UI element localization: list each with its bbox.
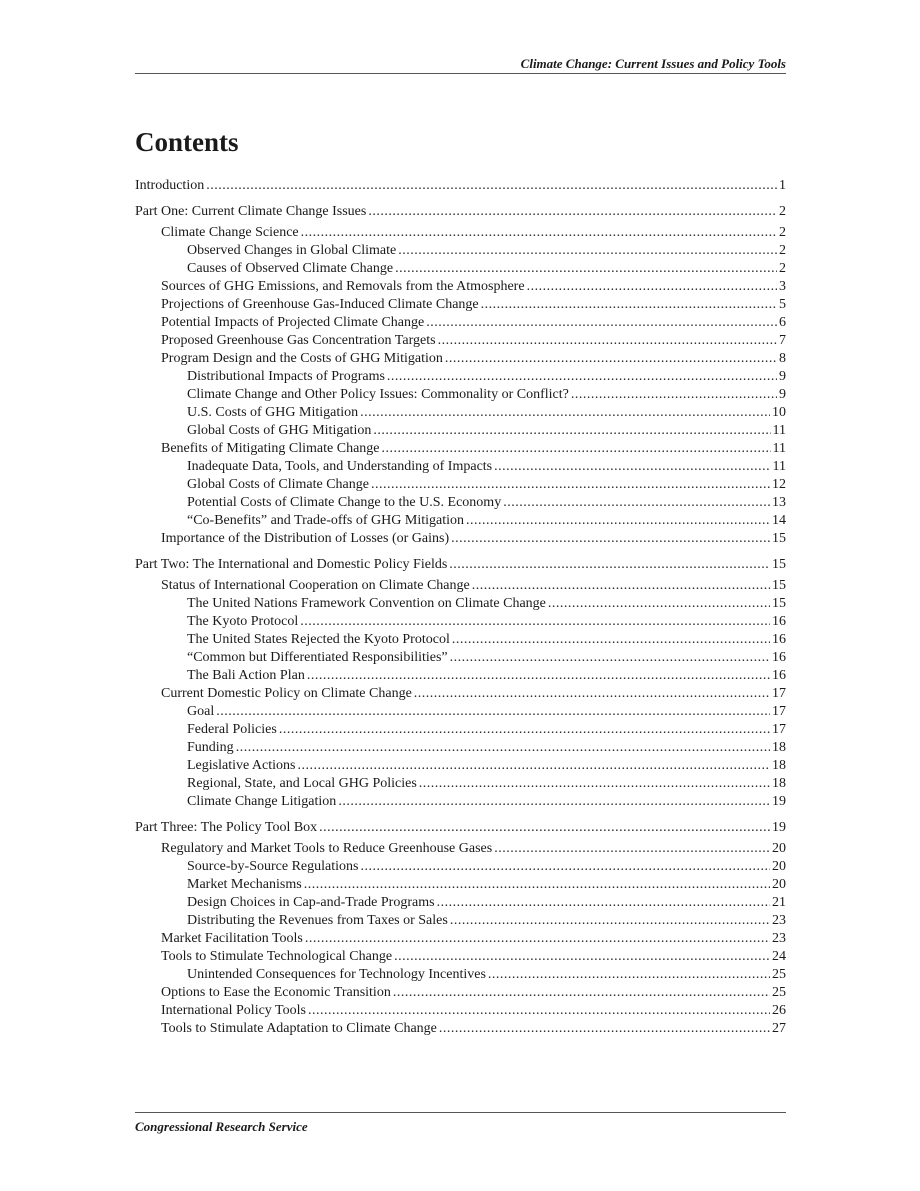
toc-page-number: 16 bbox=[772, 650, 786, 665]
toc-dot-leader bbox=[297, 757, 770, 774]
toc-dot-leader bbox=[308, 1002, 770, 1019]
toc-entry[interactable] bbox=[135, 421, 786, 439]
toc-entry[interactable] bbox=[135, 511, 786, 529]
toc-page-number: 19 bbox=[772, 794, 786, 809]
toc-page-number: 2 bbox=[779, 261, 786, 276]
toc-entry-title: Climate Change Science bbox=[161, 225, 299, 240]
toc-entry-title: Tools to Stimulate Technological Change bbox=[161, 949, 393, 964]
toc-entry[interactable] bbox=[135, 349, 786, 367]
toc-entry-title: Program Design and the Costs of GHG Mitigation bbox=[161, 351, 443, 366]
toc-page-number: 11 bbox=[772, 441, 786, 456]
toc-entry-title: Inadequate Data, Tools, and Understanding of Impacts bbox=[187, 459, 493, 474]
toc-entry-title: The United States Rejected the Kyoto Protocol bbox=[187, 632, 450, 647]
toc-dot-leader bbox=[395, 260, 777, 277]
toc-dot-leader bbox=[451, 530, 770, 547]
toc-entry-title: Design Choices in Cap-and-Trade Programs bbox=[187, 895, 435, 910]
toc-dot-leader bbox=[437, 894, 770, 911]
toc-dot-leader bbox=[382, 440, 771, 457]
toc-entry[interactable] bbox=[135, 947, 786, 965]
toc-page-number: 15 bbox=[772, 557, 786, 572]
toc-page-number: 6 bbox=[779, 315, 786, 330]
toc-dot-leader bbox=[394, 948, 770, 965]
toc-dot-leader bbox=[445, 350, 777, 367]
toc-entry-title: U.S. Costs of GHG Mitigation bbox=[187, 405, 359, 420]
toc-page-number: 16 bbox=[772, 632, 786, 647]
toc-entry[interactable] bbox=[135, 983, 786, 1001]
toc-entry[interactable] bbox=[135, 756, 786, 774]
toc-entry[interactable] bbox=[135, 555, 786, 573]
toc-page-number: 9 bbox=[779, 369, 786, 384]
toc-entry[interactable] bbox=[135, 818, 786, 836]
toc-entry-title: Market Facilitation Tools bbox=[161, 931, 303, 946]
toc-page-number: 13 bbox=[772, 495, 786, 510]
toc-dot-leader bbox=[305, 930, 770, 947]
toc-entry[interactable] bbox=[135, 738, 786, 756]
footer-publisher: Congressional Research Service bbox=[135, 1119, 308, 1134]
toc-entry-title: Unintended Consequences for Technology Incentives bbox=[187, 967, 486, 982]
toc-page-number: 26 bbox=[772, 1003, 786, 1018]
toc-page-number: 15 bbox=[772, 596, 786, 611]
toc-page-number: 2 bbox=[779, 225, 786, 240]
toc-page-number: 12 bbox=[772, 477, 786, 492]
toc-dot-leader bbox=[466, 512, 770, 529]
toc-page-number: 3 bbox=[779, 279, 786, 294]
toc-page-number: 21 bbox=[772, 895, 786, 910]
toc-entry-title: The Kyoto Protocol bbox=[187, 614, 299, 629]
toc-entry[interactable] bbox=[135, 475, 786, 493]
toc-page-number: 16 bbox=[772, 614, 786, 629]
toc-entry[interactable] bbox=[135, 439, 786, 457]
toc-entry[interactable] bbox=[135, 403, 786, 421]
toc-entry-title: “Co-Benefits” and Trade-offs of GHG Mitigation bbox=[187, 513, 464, 528]
toc-entry[interactable] bbox=[135, 295, 786, 313]
toc-dot-leader bbox=[503, 494, 770, 511]
toc-entry-title: Distributional Impacts of Programs bbox=[187, 369, 385, 384]
toc-entry[interactable] bbox=[135, 630, 786, 648]
toc-dot-leader bbox=[236, 739, 770, 756]
toc-dot-leader bbox=[494, 840, 770, 857]
toc-page-number: 19 bbox=[772, 820, 786, 835]
toc-entry[interactable] bbox=[135, 1019, 786, 1037]
toc-page-number: 17 bbox=[772, 686, 786, 701]
toc-page-number: 20 bbox=[772, 841, 786, 856]
toc-page-number: 8 bbox=[779, 351, 786, 366]
toc-dot-leader bbox=[393, 984, 770, 1001]
toc-dot-leader bbox=[301, 224, 777, 241]
toc-dot-leader bbox=[488, 966, 770, 983]
toc-page-number: 15 bbox=[772, 531, 786, 546]
toc-dot-leader bbox=[452, 631, 770, 648]
toc-entry-title: Benefits of Mitigating Climate Change bbox=[161, 441, 380, 456]
toc-entry[interactable] bbox=[135, 893, 786, 911]
toc-entry[interactable] bbox=[135, 457, 786, 475]
toc-entry-title: Introduction bbox=[135, 178, 205, 193]
toc-dot-leader bbox=[338, 793, 770, 810]
toc-entry-title: Options to Ease the Economic Transition bbox=[161, 985, 391, 1000]
toc-entry[interactable] bbox=[135, 612, 786, 630]
toc-dot-leader bbox=[371, 476, 770, 493]
toc-entry[interactable] bbox=[135, 202, 786, 220]
toc-entry-title: Climate Change Litigation bbox=[187, 794, 337, 809]
toc-entry-title: Goal bbox=[187, 704, 215, 719]
toc-page-number: 17 bbox=[772, 704, 786, 719]
toc-entry[interactable] bbox=[135, 493, 786, 511]
toc-entry-title: Potential Costs of Climate Change to the U.S. Economy bbox=[187, 495, 502, 510]
toc-dot-leader bbox=[387, 368, 777, 385]
running-title: Climate Change: Current Issues and Policy Tools bbox=[520, 56, 786, 71]
toc-entry[interactable] bbox=[135, 684, 786, 702]
toc-page-number: 14 bbox=[772, 513, 786, 528]
toc-entry[interactable] bbox=[135, 176, 786, 194]
toc-dot-leader bbox=[304, 876, 770, 893]
toc-entry-title: Causes of Observed Climate Change bbox=[187, 261, 394, 276]
toc-dot-leader bbox=[216, 703, 770, 720]
toc-entry-title: Status of International Cooperation on Climate Change bbox=[161, 578, 470, 593]
toc-dot-leader bbox=[481, 296, 777, 313]
toc-entry-title: Proposed Greenhouse Gas Concentration Targets bbox=[161, 333, 436, 348]
toc-entry-title: The Bali Action Plan bbox=[187, 668, 305, 683]
toc-page-number: 20 bbox=[772, 859, 786, 874]
toc-entry-title: Observed Changes in Global Climate bbox=[187, 243, 397, 258]
toc-entry[interactable] bbox=[135, 241, 786, 259]
toc-dot-leader bbox=[450, 912, 770, 929]
toc-dot-leader bbox=[279, 721, 770, 738]
toc-page-number: 2 bbox=[779, 204, 786, 219]
toc-dot-leader bbox=[527, 278, 777, 295]
toc-dot-leader bbox=[414, 685, 770, 702]
toc-dot-leader bbox=[472, 577, 770, 594]
toc-dot-leader bbox=[319, 819, 770, 836]
toc-entry-title: Funding bbox=[187, 740, 234, 755]
toc-entry[interactable] bbox=[135, 576, 786, 594]
toc-entry[interactable] bbox=[135, 792, 786, 810]
toc-page-number: 1 bbox=[779, 178, 786, 193]
toc-entry[interactable] bbox=[135, 259, 786, 277]
page-footer bbox=[135, 1112, 786, 1134]
toc-page-number: 10 bbox=[772, 405, 786, 420]
toc-entry-title: Part Three: The Policy Tool Box bbox=[135, 820, 318, 835]
toc-entry[interactable] bbox=[135, 385, 786, 403]
toc-entry-title: Climate Change and Other Policy Issues: Commonality or Conflict? bbox=[187, 387, 569, 402]
toc-page-number: 5 bbox=[779, 297, 786, 312]
toc-page-number: 18 bbox=[772, 740, 786, 755]
toc-entry-title: Part Two: The International and Domestic Policy Fields bbox=[135, 557, 448, 572]
toc-page-number: 7 bbox=[779, 333, 786, 348]
toc-dot-leader bbox=[300, 613, 770, 630]
toc-entry[interactable] bbox=[135, 648, 786, 666]
toc-entry[interactable] bbox=[135, 911, 786, 929]
toc-entry-title: Source-by-Source Regulations bbox=[187, 859, 359, 874]
toc-entry[interactable] bbox=[135, 529, 786, 547]
toc-entry-title: Current Domestic Policy on Climate Change bbox=[161, 686, 412, 701]
toc-dot-leader bbox=[450, 649, 770, 666]
toc-page-number: 23 bbox=[772, 913, 786, 928]
toc-entry[interactable] bbox=[135, 223, 786, 241]
toc-entry-title: International Policy Tools bbox=[161, 1003, 306, 1018]
toc-entry[interactable] bbox=[135, 367, 786, 385]
toc-dot-leader bbox=[438, 332, 777, 349]
toc-entry[interactable] bbox=[135, 774, 786, 792]
toc-entry-title: Projections of Greenhouse Gas-Induced Climate Change bbox=[161, 297, 479, 312]
toc-dot-leader bbox=[206, 177, 777, 194]
toc-page-number: 11 bbox=[772, 423, 786, 438]
toc-dot-leader bbox=[439, 1020, 770, 1037]
toc-page-number: 17 bbox=[772, 722, 786, 737]
toc-dot-leader bbox=[360, 858, 770, 875]
toc-page-number: 25 bbox=[772, 967, 786, 982]
toc-entry[interactable] bbox=[135, 331, 786, 349]
toc-page-number: 23 bbox=[772, 931, 786, 946]
toc-entry-title: Global Costs of GHG Mitigation bbox=[187, 423, 372, 438]
toc-entry-title: Market Mechanisms bbox=[187, 877, 302, 892]
toc-entry-title: Federal Policies bbox=[187, 722, 277, 737]
toc-dot-leader bbox=[360, 404, 770, 421]
toc-page-number: 27 bbox=[772, 1021, 786, 1036]
toc-entry[interactable] bbox=[135, 857, 786, 875]
toc-entry[interactable] bbox=[135, 839, 786, 857]
toc-dot-leader bbox=[419, 775, 770, 792]
toc-page-number: 18 bbox=[772, 758, 786, 773]
toc-dot-leader bbox=[373, 422, 770, 439]
toc-page-number: 15 bbox=[772, 578, 786, 593]
toc-entry-title: Potential Impacts of Projected Climate Change bbox=[161, 315, 425, 330]
toc-entry[interactable] bbox=[135, 875, 786, 893]
toc-entry-title: Sources of GHG Emissions, and Removals from the Atmosphere bbox=[161, 279, 525, 294]
toc-page-number: 16 bbox=[772, 668, 786, 683]
toc-dot-leader bbox=[449, 556, 770, 573]
toc-entry[interactable] bbox=[135, 702, 786, 720]
toc-dot-leader bbox=[571, 386, 777, 403]
toc-page-number: 20 bbox=[772, 877, 786, 892]
toc-page-number: 2 bbox=[779, 243, 786, 258]
toc-entry-title: Tools to Stimulate Adaptation to Climate Change bbox=[161, 1021, 437, 1036]
toc-entry-title: The United Nations Framework Convention on Climate Change bbox=[187, 596, 546, 611]
toc-entry-title: “Common but Differentiated Responsibilities” bbox=[187, 650, 448, 665]
toc-entry[interactable] bbox=[135, 666, 786, 684]
toc-entry[interactable] bbox=[135, 1001, 786, 1019]
page-header bbox=[135, 56, 786, 74]
toc-entry[interactable] bbox=[135, 313, 786, 331]
toc-entry-title: Regional, State, and Local GHG Policies bbox=[187, 776, 417, 791]
toc-page-number: 11 bbox=[772, 459, 786, 474]
toc-entry[interactable] bbox=[135, 594, 786, 612]
toc-dot-leader bbox=[494, 458, 770, 475]
toc-dot-leader bbox=[307, 667, 770, 684]
toc-page-number: 18 bbox=[772, 776, 786, 791]
toc-entry[interactable] bbox=[135, 277, 786, 295]
toc-entry[interactable] bbox=[135, 929, 786, 947]
toc-page-number: 25 bbox=[772, 985, 786, 1000]
toc-dot-leader bbox=[426, 314, 777, 331]
toc-entry-title: Global Costs of Climate Change bbox=[187, 477, 369, 492]
toc-page-number: 9 bbox=[779, 387, 786, 402]
contents-heading: Contents bbox=[135, 127, 239, 157]
toc-dot-leader bbox=[368, 203, 777, 220]
toc-page-number: 24 bbox=[772, 949, 786, 964]
toc-entry-title: Distributing the Revenues from Taxes or Sales bbox=[187, 913, 448, 928]
toc-entry[interactable] bbox=[135, 965, 786, 983]
toc-entry-title: Regulatory and Market Tools to Reduce Greenhouse Gases bbox=[161, 841, 493, 856]
toc-entry-title: Importance of the Distribution of Losses (or Gains) bbox=[161, 531, 450, 546]
toc-dot-leader bbox=[398, 242, 777, 259]
toc-entry-title: Part One: Current Climate Change Issues bbox=[135, 204, 367, 219]
toc-entry-title: Legislative Actions bbox=[187, 758, 296, 773]
toc-entry[interactable] bbox=[135, 720, 786, 738]
toc-dot-leader bbox=[548, 595, 770, 612]
